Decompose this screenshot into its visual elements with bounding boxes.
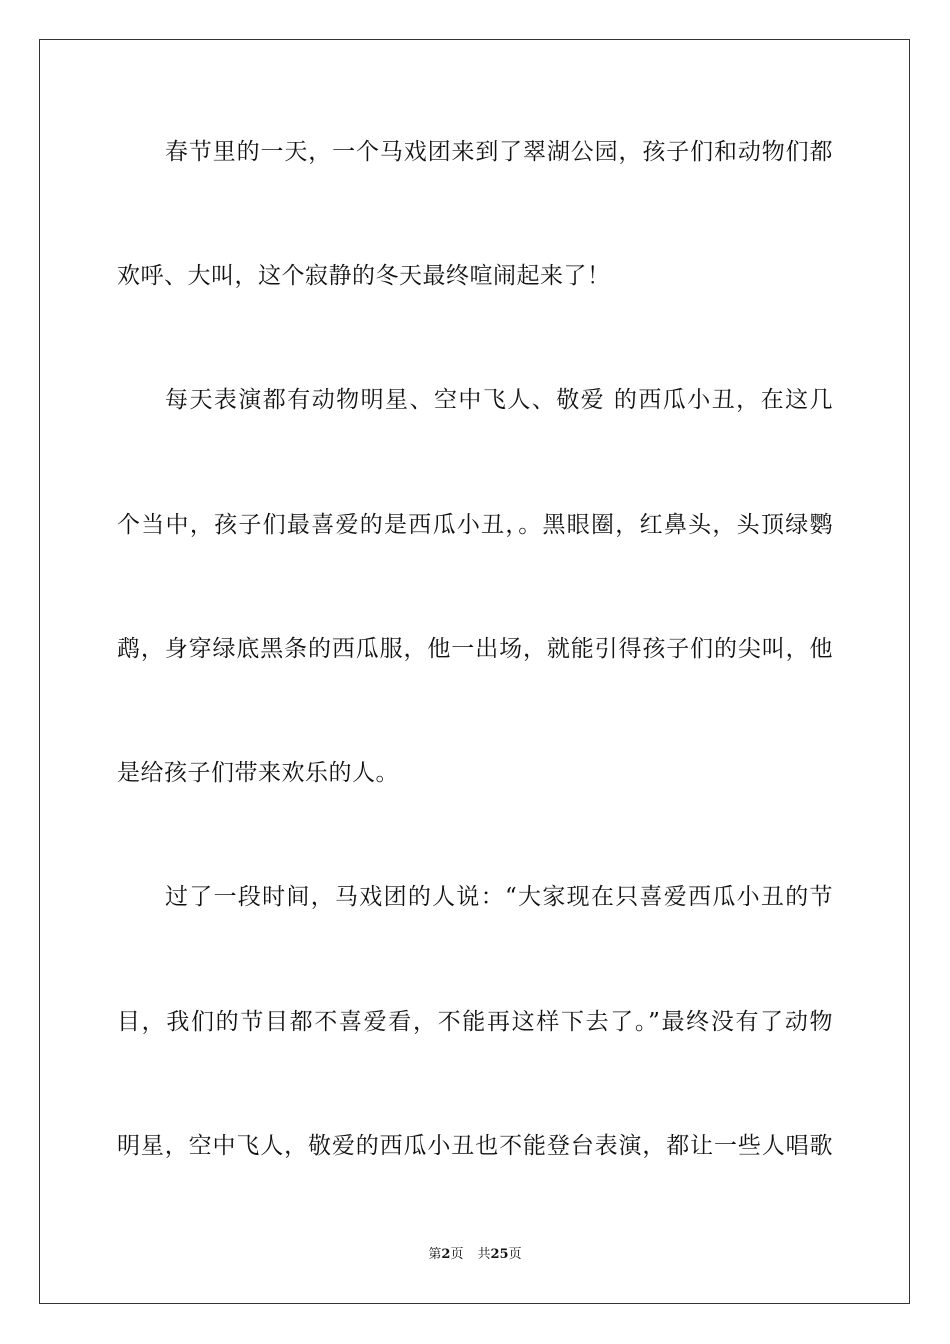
- paragraph-2-line-4: 是给孩子们带来欢乐的人。: [117, 760, 399, 786]
- paragraph-2-line-3: 鹉，身穿绿底黑条的西瓜服，他一出场，就能引得孩子们的尖叫，他: [117, 636, 833, 662]
- page-footer: [0, 1247, 950, 1263]
- total-unit: 页: [508, 1247, 522, 1262]
- paragraph-3-line-1: 过了一段时间，马戏团的人说：“大家现在只喜爱西瓜小丑的节: [165, 884, 833, 910]
- page-unit: 页: [450, 1247, 464, 1262]
- paragraph-2-line-1: 每天表演都有动物明星、空中飞人、敬爱 的西瓜小丑，在这几: [165, 387, 833, 413]
- paragraph-3-line-3: 明星，空中飞人，敬爱的西瓜小丑也不能登台表演，都让一些人唱歌: [117, 1133, 833, 1159]
- paragraph-2-line-2: 个当中，孩子们最喜爱的是西瓜小丑，。黑眼圈，红鼻头，头顶绿鹦: [117, 512, 833, 538]
- page-total: 25: [490, 1247, 509, 1262]
- page-current: 2: [441, 1247, 451, 1262]
- total-prefix: 共: [477, 1247, 491, 1262]
- paragraph-1-line-1: 春节里的一天，一个马戏团来到了翠湖公园，孩子们和动物们都: [165, 139, 833, 165]
- page-prefix: 第: [428, 1247, 442, 1262]
- paragraph-1-line-2: 欢呼、大叫，这个寂静的冬天最终喧闹起来了！: [117, 263, 611, 289]
- paragraph-3-line-2: 目，我们的节目都不喜爱看，不能再这样下去了。”最终没有了动物: [117, 1009, 833, 1035]
- page-border: [39, 39, 910, 1304]
